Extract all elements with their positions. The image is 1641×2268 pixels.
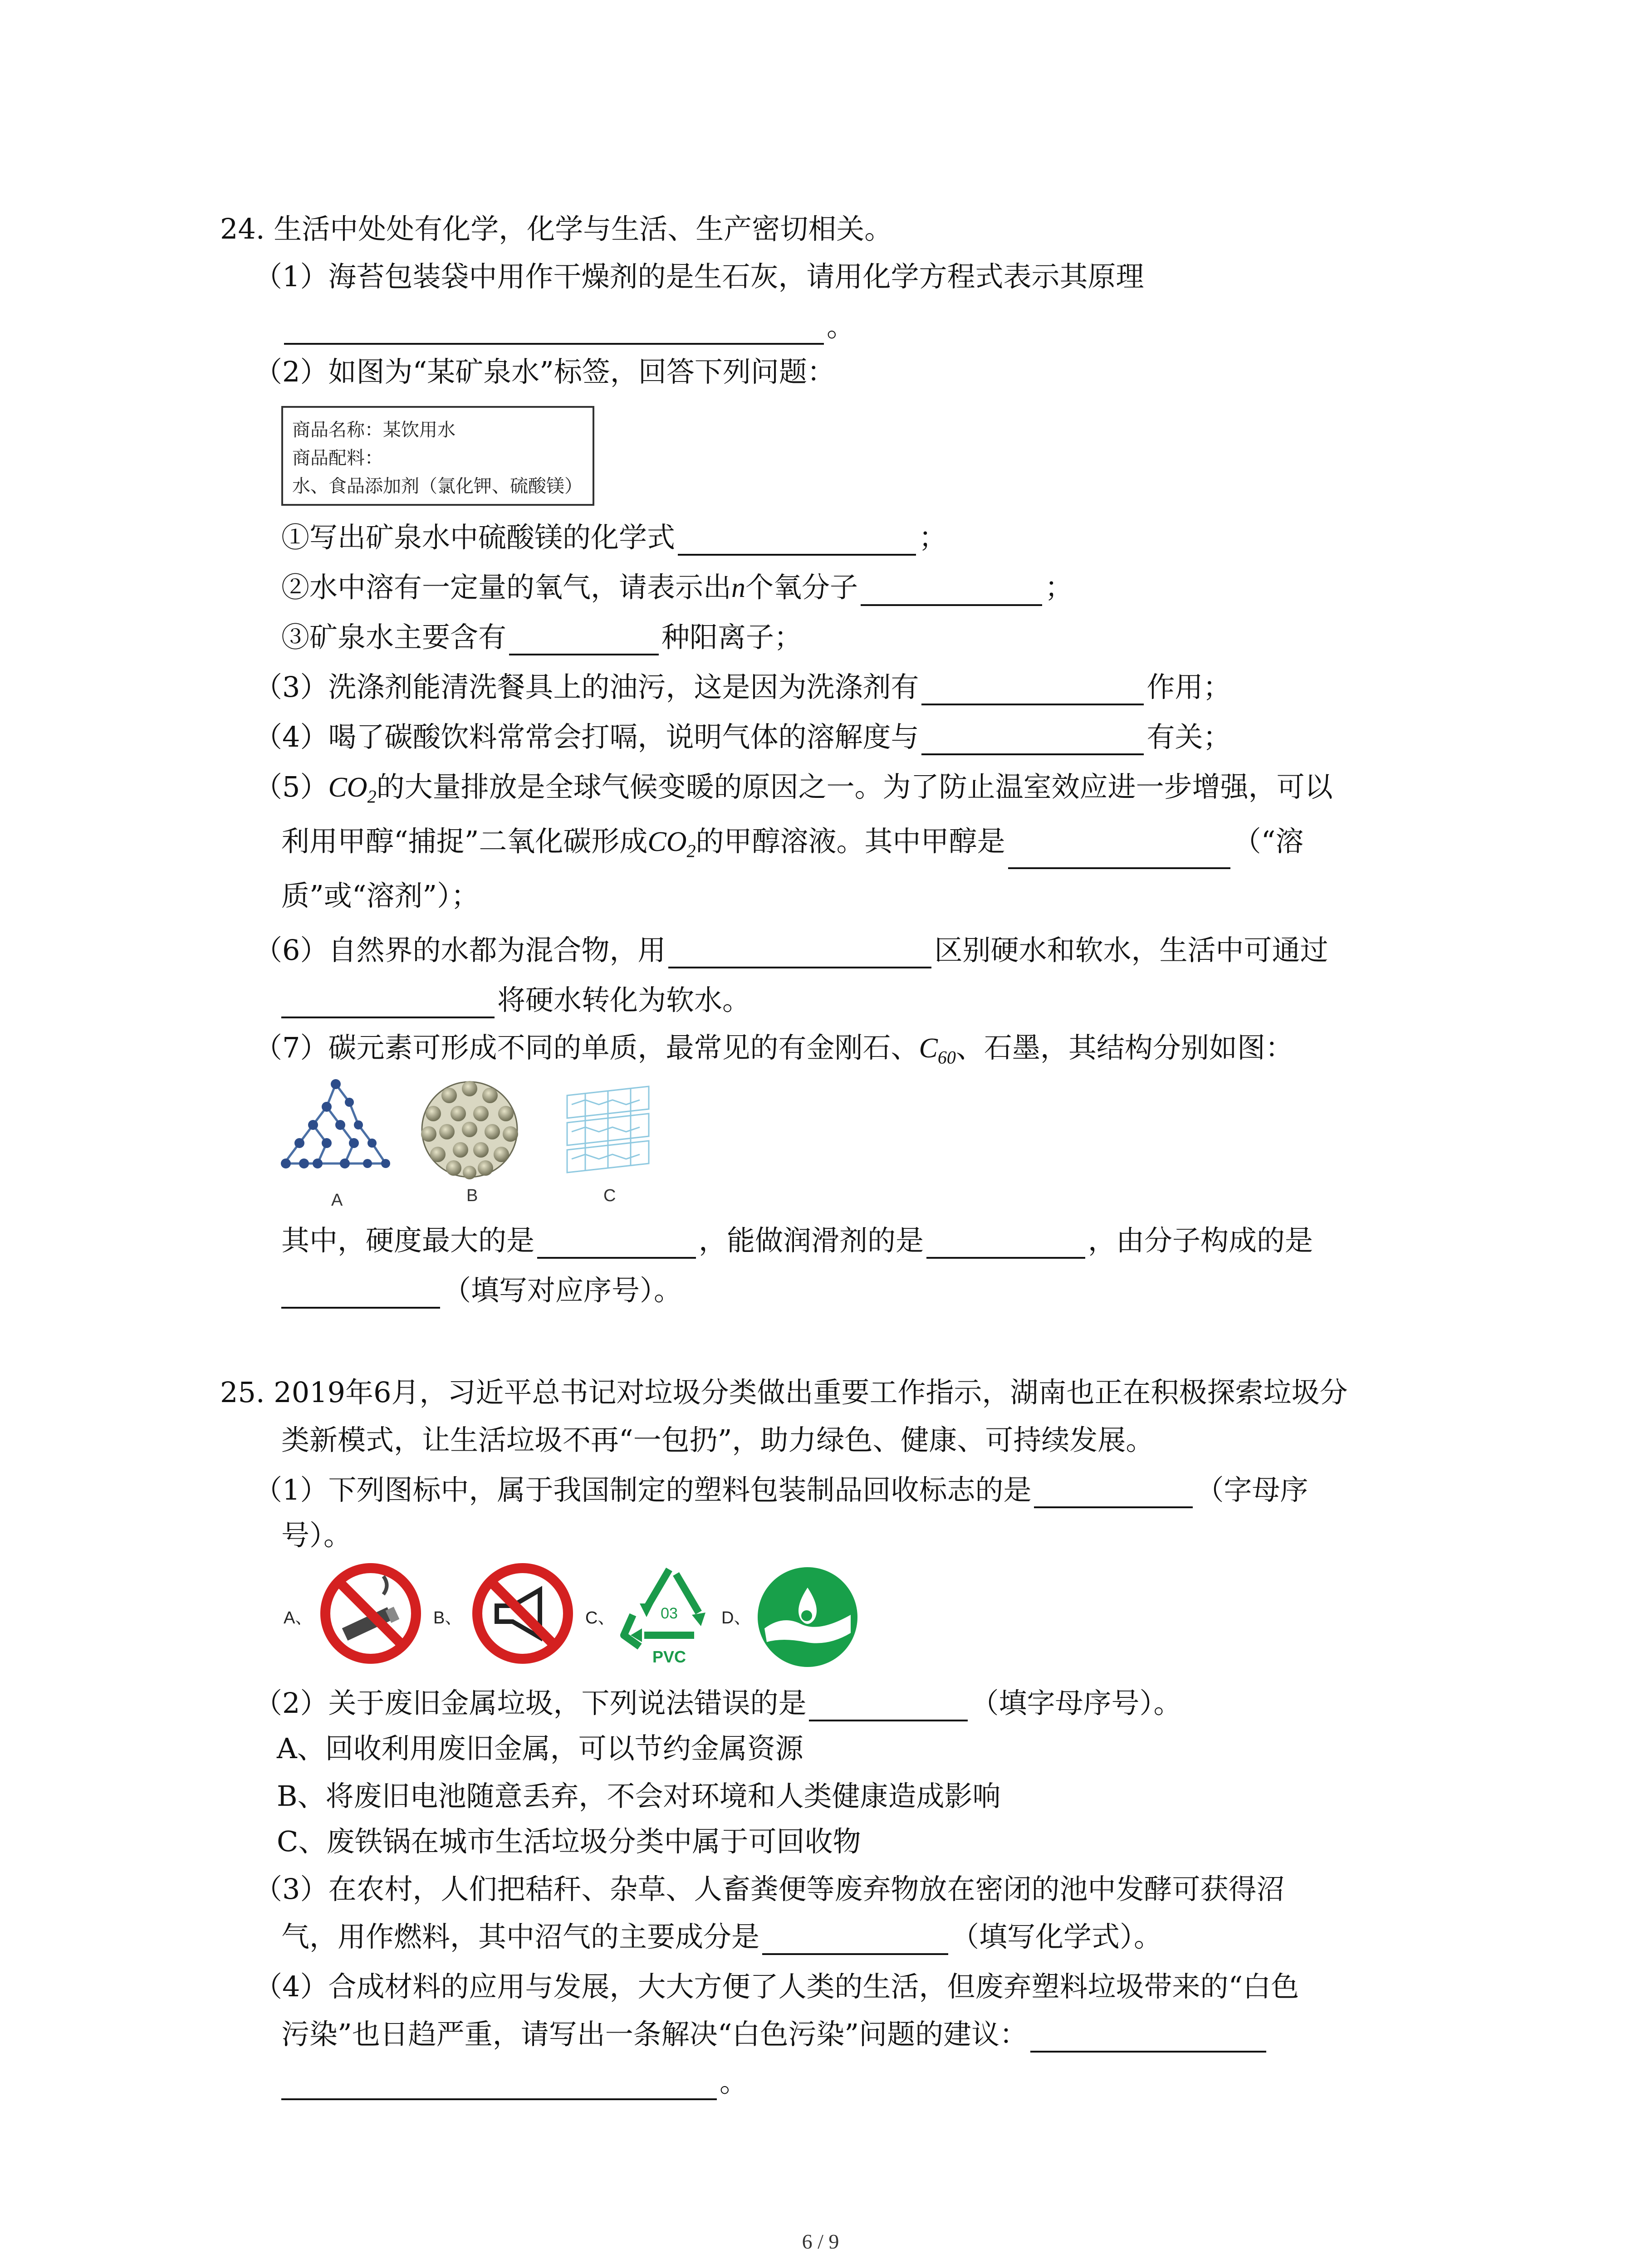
answer-blank[interactable]: [537, 1230, 696, 1259]
water-saving-icon: [755, 1565, 860, 1669]
c60-structure-image: [417, 1077, 522, 1182]
q24-part3: （3）洗涤剂能清洗餐具上的油污，这是因为洗涤剂有 作用；: [254, 669, 1231, 705]
q24-stem: 24. 生活中处处有化学，化学与生活、生产密切相关。: [220, 212, 893, 245]
answer-blank[interactable]: [281, 2071, 717, 2100]
figure-caption-c: C: [603, 1186, 616, 1205]
answer-blank[interactable]: [1034, 1479, 1193, 1508]
q24-part5-line3: 质”或“溶剂”）；: [281, 879, 480, 912]
answer-blank[interactable]: [668, 939, 931, 968]
answer-blank[interactable]: [921, 726, 1144, 755]
q24-sub2: ②水中溶有一定量的氧气，请表示出n个氧分子 ；: [281, 569, 1073, 606]
q25-stem-line2: 类新模式，让生活垃圾不再“一包扔”，助力绿色、健康、可持续发展。: [281, 1423, 1154, 1457]
answer-blank[interactable]: [861, 577, 1042, 606]
answer-blank[interactable]: [509, 626, 659, 655]
answer-blank[interactable]: [281, 989, 495, 1018]
label-line-1: 商品名称：某饮用水: [292, 420, 456, 440]
q24-part7-questions: 其中，硬度最大的是 ，能做润滑剂的是 ，由分子构成的是: [281, 1222, 1313, 1259]
answer-blank[interactable]: [926, 1230, 1085, 1259]
answer-blank[interactable]: [1008, 840, 1230, 869]
q25-stem: 25. 2019年6月，习近平总书记对垃圾分类做出重要工作指示，湖南也正在积极探索垃圾分: [220, 1376, 1348, 1409]
q24-sub3: ③矿泉水主要含有 种阳离子；: [281, 619, 802, 655]
figure-caption-b: B: [466, 1186, 478, 1205]
icon-label-c: C、: [585, 1608, 615, 1628]
no-horn-icon: [472, 1563, 574, 1665]
answer-blank[interactable]: [921, 676, 1144, 705]
no-smoking-icon: [320, 1563, 422, 1665]
q24-part5-line2: 利用甲醇“捕捉”二氧化碳形成$CO_2$的甲醇溶液。其中甲醇是 （“溶: [281, 823, 1303, 869]
q25-option-a: A、回收利用废旧金属，可以节约金属资源: [277, 1732, 803, 1765]
q25-part3-line2: 气，用作燃料，其中沼气的主要成分是 （填写化学式）。: [281, 1919, 1162, 1955]
label-line-2: 商品配料：: [292, 448, 383, 469]
q24-part5: $(5)CO_2$的大量排放是全球气候变暖的原因之一。为了防止温室效应进一步增强，可以: [254, 770, 1333, 807]
q24-part6-line2: 将硬水转化为软水。: [281, 982, 750, 1018]
q24-part6: （6）自然界的水都为混合物，用 区别硬水和软水，生活中可通过: [254, 932, 1328, 968]
answer-blank[interactable]: [281, 1280, 440, 1309]
page-number: 6 / 9: [802, 2230, 839, 2253]
q24-sub1: ①写出矿泉水中硫酸镁的化学式 ；: [281, 519, 947, 556]
icon-label-a: A、: [284, 1608, 313, 1628]
q25-part3: （3）在农村，人们把秸秆、杂草、人畜粪便等废弃物放在密闭的池中发酵可获得沼: [254, 1872, 1285, 1906]
mineral-water-label: [281, 406, 594, 506]
answer-blank[interactable]: [284, 316, 824, 345]
q24-part1-answer-line: 。: [281, 308, 855, 345]
q24-part1: （1）海苔包装袋中用作干燥剂的是生石灰，请用化学方程式表示其原理: [254, 260, 1144, 293]
q25-option-c: C、废铁锅在城市生活垃圾分类中属于可回收物: [277, 1825, 861, 1858]
recycle-code: PVC: [652, 1647, 686, 1666]
recycle-number: 03: [661, 1605, 678, 1622]
q24-part7: （7）碳元素可形成不同的单质，最常见的有金刚石、$C_{60}$、石墨，其结构分别如图：: [254, 1031, 1293, 1068]
answer-blank[interactable]: [1030, 2024, 1266, 2053]
answer-blank[interactable]: [809, 1692, 968, 1721]
q24-part4: （4）喝了碳酸饮料常常会打嗝，说明气体的溶解度与 有关；: [254, 719, 1231, 755]
icon-label-b: B、: [433, 1608, 462, 1628]
figure-caption-a: A: [331, 1191, 343, 1210]
q25-part1: （1）下列图标中，属于我国制定的塑料包装制品回收标志的是 （字母序: [254, 1472, 1308, 1508]
q25-part4-line2: 污染”也日趋严重，请写出一条解决“白色污染”问题的建议：: [281, 2016, 1269, 2053]
label-line-3: 水、食品添加剂（氯化钾、硫酸镁）: [292, 476, 583, 497]
q25-part4: （4）合成材料的应用与发展，大大方便了人类的生活，但废弃塑料垃圾带来的“白色: [254, 1970, 1299, 2003]
pvc-recycle-icon: [615, 1560, 724, 1669]
q25-part2: （2）关于废旧金属垃圾，下列说法错误的是 （填字母序号）。: [254, 1685, 1181, 1721]
q25-part4-line3: 。: [281, 2064, 748, 2100]
answer-blank[interactable]: [762, 1926, 948, 1955]
icon-label-d: D、: [721, 1608, 751, 1628]
q24-part7-line3: （填写对应序号）。: [281, 1272, 682, 1309]
q25-part1-line2: 号）。: [281, 1519, 352, 1552]
diamond-structure-image: [277, 1075, 395, 1184]
q25-option-b: B、将废旧电池随意丢弃，不会对环境和人类健康造成影响: [277, 1779, 1001, 1813]
answer-blank[interactable]: [678, 527, 916, 556]
q24-part2: （2）如图为“某矿泉水”标签，回答下列问题：: [254, 355, 835, 388]
graphite-structure-image: [558, 1082, 658, 1182]
